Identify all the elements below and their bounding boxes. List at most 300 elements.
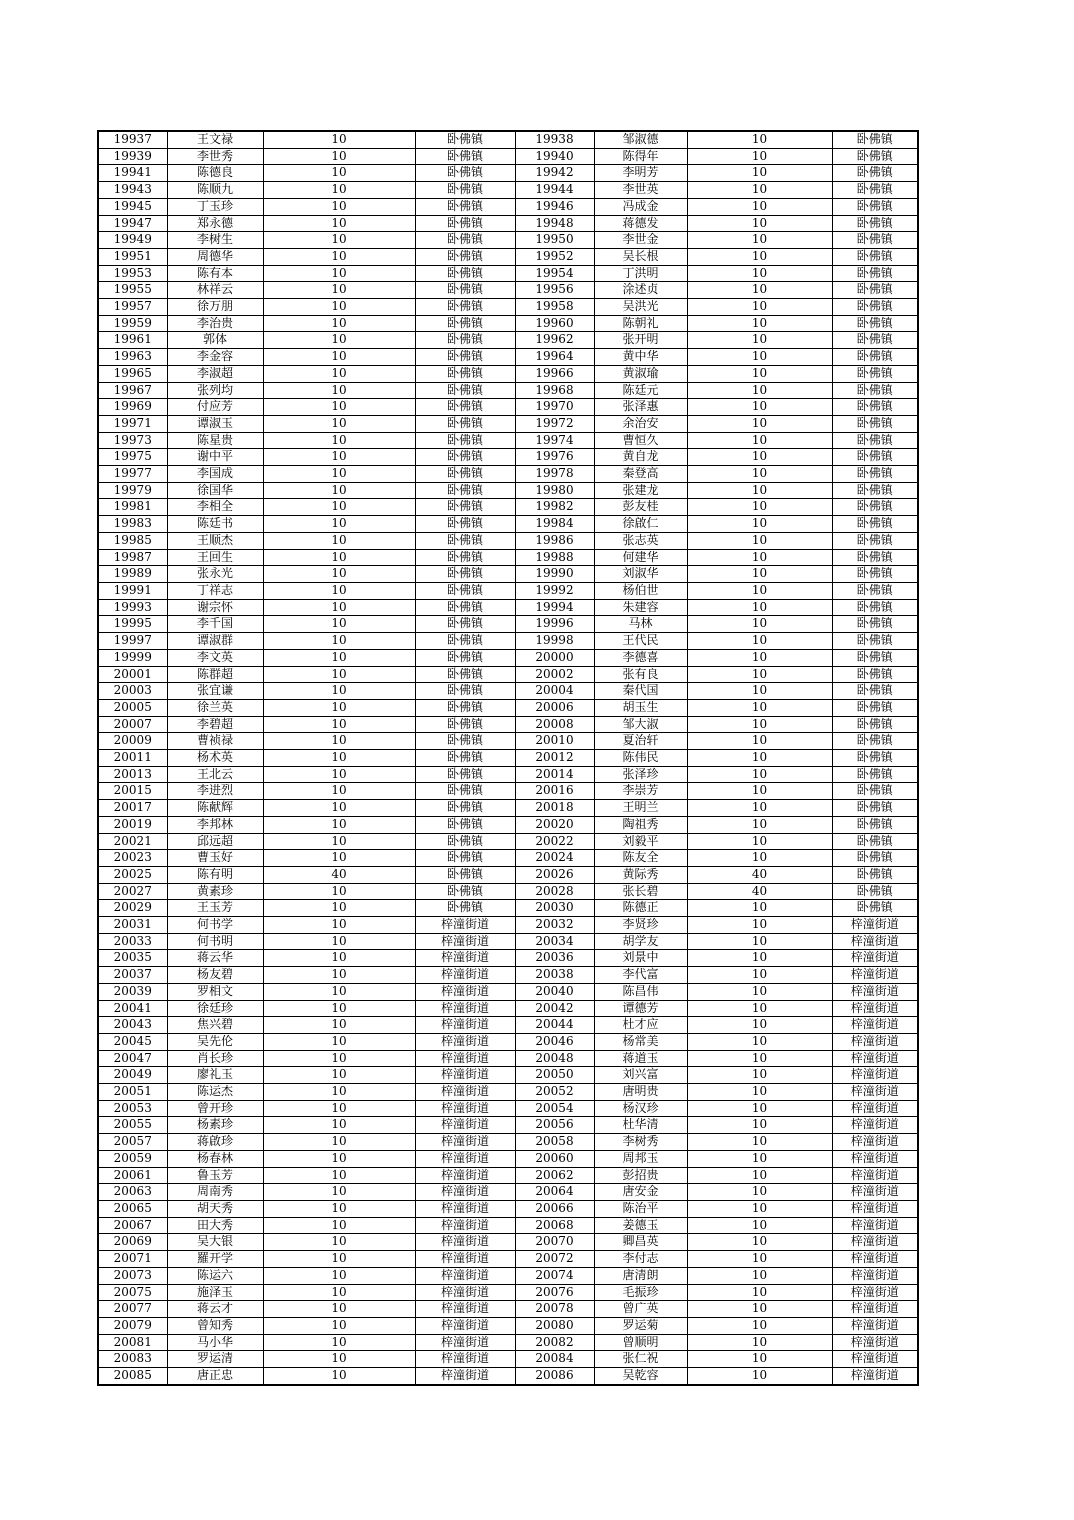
name-cell-right: 黄中华 — [594, 349, 687, 366]
id-cell-right: 19976 — [515, 449, 594, 466]
amount-cell-right: 10 — [687, 1284, 832, 1301]
name-cell-right: 李世英 — [594, 182, 687, 199]
name-cell-right: 陈得年 — [594, 148, 687, 165]
amount-cell-left: 10 — [263, 248, 415, 265]
name-cell-right: 徐啟仁 — [594, 516, 687, 533]
town-cell-left: 卧佛镇 — [415, 516, 515, 533]
town-cell-left: 卧佛镇 — [415, 532, 515, 549]
amount-cell-left: 10 — [263, 516, 415, 533]
name-cell-right: 邹大淑 — [594, 716, 687, 733]
name-cell-left: 李千国 — [167, 616, 263, 633]
town-cell-left: 梓潼街道 — [415, 1150, 515, 1167]
amount-cell-left: 10 — [263, 883, 415, 900]
id-cell-left: 20075 — [98, 1284, 167, 1301]
id-cell-left: 19953 — [98, 265, 167, 282]
table-row — [98, 1067, 918, 1084]
amount-cell-left: 10 — [263, 449, 415, 466]
id-cell-left: 19987 — [98, 549, 167, 566]
amount-cell-right: 10 — [687, 783, 832, 800]
amount-cell-right: 10 — [687, 282, 832, 299]
name-cell-right: 唐明贵 — [594, 1084, 687, 1101]
id-cell-right: 20030 — [515, 900, 594, 917]
id-cell-right: 20038 — [515, 967, 594, 984]
id-cell-right: 19980 — [515, 482, 594, 499]
name-cell-right: 丁洪明 — [594, 265, 687, 282]
town-cell-right: 梓潼街道 — [832, 1201, 918, 1218]
name-cell-right: 唐安金 — [594, 1184, 687, 1201]
id-cell-right: 20066 — [515, 1201, 594, 1218]
town-cell-right: 卧佛镇 — [832, 332, 918, 349]
town-cell-left: 梓潼街道 — [415, 1201, 515, 1218]
id-cell-right: 20044 — [515, 1017, 594, 1034]
town-cell-left: 梓潼街道 — [415, 1084, 515, 1101]
town-cell-right: 卧佛镇 — [832, 315, 918, 332]
name-cell-right: 李明芳 — [594, 165, 687, 182]
id-cell-right: 20048 — [515, 1050, 594, 1067]
table-row — [98, 148, 918, 165]
amount-cell-right: 10 — [687, 816, 832, 833]
amount-cell-right: 10 — [687, 566, 832, 583]
name-cell-right: 王代民 — [594, 633, 687, 650]
table-row — [98, 1201, 918, 1218]
name-cell-right: 王明兰 — [594, 800, 687, 817]
table-row — [98, 1117, 918, 1134]
name-cell-left: 鲁玉芳 — [167, 1167, 263, 1184]
name-cell-left: 陈运杰 — [167, 1084, 263, 1101]
amount-cell-right: 10 — [687, 549, 832, 566]
amount-cell-right: 10 — [687, 198, 832, 215]
town-cell-right: 梓潼街道 — [832, 1284, 918, 1301]
amount-cell-left: 10 — [263, 1067, 415, 1084]
id-cell-right: 20020 — [515, 816, 594, 833]
name-cell-right: 陈伟民 — [594, 750, 687, 767]
table-row — [98, 1334, 918, 1351]
table-row — [98, 666, 918, 683]
amount-cell-left: 10 — [263, 215, 415, 232]
name-cell-right: 张泽珍 — [594, 766, 687, 783]
town-cell-left: 梓潼街道 — [415, 1100, 515, 1117]
name-cell-left: 蒋云才 — [167, 1301, 263, 1318]
amount-cell-right: 10 — [687, 299, 832, 316]
table-row — [98, 1150, 918, 1167]
id-cell-right: 19938 — [515, 131, 594, 148]
town-cell-right: 卧佛镇 — [832, 415, 918, 432]
town-cell-left: 卧佛镇 — [415, 816, 515, 833]
table-row — [98, 516, 918, 533]
town-cell-right: 梓潼街道 — [832, 1234, 918, 1251]
name-cell-right: 彭友桂 — [594, 499, 687, 516]
amount-cell-left: 10 — [263, 1201, 415, 1218]
town-cell-left: 卧佛镇 — [415, 616, 515, 633]
town-cell-left: 卧佛镇 — [415, 198, 515, 215]
id-cell-right: 20012 — [515, 750, 594, 767]
amount-cell-right: 10 — [687, 599, 832, 616]
amount-cell-left: 10 — [263, 1368, 415, 1385]
id-cell-left: 19977 — [98, 466, 167, 483]
town-cell-right: 卧佛镇 — [832, 666, 918, 683]
amount-cell-right: 10 — [687, 1000, 832, 1017]
name-cell-left: 李进烈 — [167, 783, 263, 800]
id-cell-left: 20059 — [98, 1150, 167, 1167]
amount-cell-right: 10 — [687, 449, 832, 466]
town-cell-right: 梓潼街道 — [832, 1217, 918, 1234]
name-cell-right: 谭德芳 — [594, 1000, 687, 1017]
town-cell-right: 梓潼街道 — [832, 1050, 918, 1067]
town-cell-left: 卧佛镇 — [415, 466, 515, 483]
table-row — [98, 215, 918, 232]
name-cell-right: 杨汉珍 — [594, 1100, 687, 1117]
id-cell-left: 20021 — [98, 833, 167, 850]
name-cell-left: 林祥云 — [167, 282, 263, 299]
name-cell-left: 李世秀 — [167, 148, 263, 165]
town-cell-right: 卧佛镇 — [832, 148, 918, 165]
town-cell-left: 梓潼街道 — [415, 1351, 515, 1368]
town-cell-right: 卧佛镇 — [832, 232, 918, 249]
id-cell-left: 20061 — [98, 1167, 167, 1184]
town-cell-left: 卧佛镇 — [415, 866, 515, 883]
name-cell-right: 黄淑瑜 — [594, 365, 687, 382]
id-cell-right: 20014 — [515, 766, 594, 783]
amount-cell-left: 10 — [263, 1217, 415, 1234]
table-row — [98, 1317, 918, 1334]
id-cell-right: 19970 — [515, 399, 594, 416]
id-cell-right: 20080 — [515, 1317, 594, 1334]
id-cell-left: 20033 — [98, 933, 167, 950]
town-cell-left: 梓潼街道 — [415, 1134, 515, 1151]
town-cell-right: 卧佛镇 — [832, 182, 918, 199]
name-cell-left: 羅开学 — [167, 1251, 263, 1268]
town-cell-right: 梓潼街道 — [832, 1317, 918, 1334]
amount-cell-right: 10 — [687, 750, 832, 767]
town-cell-left: 梓潼街道 — [415, 950, 515, 967]
id-cell-left: 20069 — [98, 1234, 167, 1251]
table-row — [98, 783, 918, 800]
name-cell-left: 蒋云华 — [167, 950, 263, 967]
amount-cell-left: 10 — [263, 432, 415, 449]
id-cell-right: 20034 — [515, 933, 594, 950]
town-cell-left: 卧佛镇 — [415, 482, 515, 499]
name-cell-right: 胡学友 — [594, 933, 687, 950]
town-cell-right: 卧佛镇 — [832, 349, 918, 366]
name-cell-left: 曹玉好 — [167, 850, 263, 867]
id-cell-left: 20013 — [98, 766, 167, 783]
name-cell-right: 胡玉生 — [594, 699, 687, 716]
name-cell-right: 李贤珍 — [594, 917, 687, 934]
id-cell-left: 20067 — [98, 1217, 167, 1234]
id-cell-right: 19944 — [515, 182, 594, 199]
table-row — [98, 182, 918, 199]
name-cell-right: 吴洪光 — [594, 299, 687, 316]
id-cell-right: 20042 — [515, 1000, 594, 1017]
name-cell-right: 杨伯世 — [594, 582, 687, 599]
name-cell-right: 秦登高 — [594, 466, 687, 483]
name-cell-left: 罗相文 — [167, 983, 263, 1000]
town-cell-right: 卧佛镇 — [832, 248, 918, 265]
name-cell-right: 杨常美 — [594, 1033, 687, 1050]
amount-cell-left: 10 — [263, 1000, 415, 1017]
amount-cell-right: 40 — [687, 883, 832, 900]
name-cell-right: 刘景中 — [594, 950, 687, 967]
name-cell-left: 曾开珍 — [167, 1100, 263, 1117]
amount-cell-right: 10 — [687, 900, 832, 917]
town-cell-left: 卧佛镇 — [415, 432, 515, 449]
amount-cell-right: 10 — [687, 582, 832, 599]
amount-cell-left: 10 — [263, 566, 415, 583]
town-cell-right: 卧佛镇 — [832, 766, 918, 783]
id-cell-right: 20022 — [515, 833, 594, 850]
id-cell-left: 20011 — [98, 750, 167, 767]
town-cell-right: 卧佛镇 — [832, 449, 918, 466]
id-cell-left: 20015 — [98, 783, 167, 800]
name-cell-right: 朱建容 — [594, 599, 687, 616]
id-cell-left: 20005 — [98, 699, 167, 716]
amount-cell-left: 10 — [263, 349, 415, 366]
amount-cell-left: 10 — [263, 1033, 415, 1050]
table-row — [98, 1301, 918, 1318]
table-row — [98, 883, 918, 900]
table-row — [98, 1084, 918, 1101]
name-cell-right: 李树秀 — [594, 1134, 687, 1151]
town-cell-right: 梓潼街道 — [832, 1301, 918, 1318]
id-cell-left: 19957 — [98, 299, 167, 316]
town-cell-left: 卧佛镇 — [415, 883, 515, 900]
id-cell-left: 20053 — [98, 1100, 167, 1117]
id-cell-right: 20060 — [515, 1150, 594, 1167]
name-cell-left: 付应芳 — [167, 399, 263, 416]
amount-cell-left: 10 — [263, 399, 415, 416]
amount-cell-right: 10 — [687, 1033, 832, 1050]
amount-cell-left: 10 — [263, 833, 415, 850]
town-cell-left: 卧佛镇 — [415, 265, 515, 282]
name-cell-left: 杨友碧 — [167, 967, 263, 984]
town-cell-right: 卧佛镇 — [832, 399, 918, 416]
town-cell-left: 卧佛镇 — [415, 633, 515, 650]
name-cell-right: 马林 — [594, 616, 687, 633]
id-cell-left: 20077 — [98, 1301, 167, 1318]
id-cell-left: 19999 — [98, 649, 167, 666]
amount-cell-left: 10 — [263, 1134, 415, 1151]
id-cell-right: 19990 — [515, 566, 594, 583]
town-cell-left: 卧佛镇 — [415, 349, 515, 366]
town-cell-left: 梓潼街道 — [415, 1117, 515, 1134]
town-cell-right: 卧佛镇 — [832, 549, 918, 566]
id-cell-right: 19940 — [515, 148, 594, 165]
name-cell-left: 王回生 — [167, 549, 263, 566]
amount-cell-left: 10 — [263, 165, 415, 182]
name-cell-right: 张志英 — [594, 532, 687, 549]
name-cell-right: 蒋德发 — [594, 215, 687, 232]
town-cell-left: 卧佛镇 — [415, 649, 515, 666]
amount-cell-left: 10 — [263, 917, 415, 934]
id-cell-left: 19983 — [98, 516, 167, 533]
amount-cell-right: 10 — [687, 1317, 832, 1334]
town-cell-right: 梓潼街道 — [832, 983, 918, 1000]
table-row — [98, 415, 918, 432]
id-cell-right: 20082 — [515, 1334, 594, 1351]
amount-cell-right: 10 — [687, 1050, 832, 1067]
table-row — [98, 365, 918, 382]
name-cell-right: 李代富 — [594, 967, 687, 984]
name-cell-left: 王顺杰 — [167, 532, 263, 549]
name-cell-left: 杨素珍 — [167, 1117, 263, 1134]
town-cell-left: 梓潼街道 — [415, 1033, 515, 1050]
id-cell-right: 19960 — [515, 315, 594, 332]
id-cell-left: 19969 — [98, 399, 167, 416]
town-cell-right: 梓潼街道 — [832, 1100, 918, 1117]
town-cell-left: 卧佛镇 — [415, 248, 515, 265]
amount-cell-right: 10 — [687, 382, 832, 399]
id-cell-left: 19971 — [98, 415, 167, 432]
amount-cell-left: 10 — [263, 466, 415, 483]
name-cell-left: 肖长珍 — [167, 1050, 263, 1067]
amount-cell-left: 10 — [263, 967, 415, 984]
amount-cell-right: 10 — [687, 1017, 832, 1034]
id-cell-left: 20035 — [98, 950, 167, 967]
name-cell-right: 陈德正 — [594, 900, 687, 917]
id-cell-left: 19965 — [98, 365, 167, 382]
name-cell-left: 曹祯禄 — [167, 733, 263, 750]
amount-cell-right: 10 — [687, 616, 832, 633]
amount-cell-left: 10 — [263, 1301, 415, 1318]
name-cell-left: 李治贵 — [167, 315, 263, 332]
name-cell-right: 李德喜 — [594, 649, 687, 666]
table-row — [98, 1234, 918, 1251]
name-cell-right: 彭招贵 — [594, 1167, 687, 1184]
town-cell-left: 卧佛镇 — [415, 148, 515, 165]
amount-cell-left: 10 — [263, 415, 415, 432]
name-cell-right: 张有良 — [594, 666, 687, 683]
name-cell-right: 李崇芳 — [594, 783, 687, 800]
amount-cell-left: 10 — [263, 649, 415, 666]
id-cell-right: 20032 — [515, 917, 594, 934]
amount-cell-right: 10 — [687, 232, 832, 249]
town-cell-right: 梓潼街道 — [832, 1084, 918, 1101]
table-row — [98, 1184, 918, 1201]
table-row — [98, 198, 918, 215]
table-row — [98, 1100, 918, 1117]
table-row — [98, 616, 918, 633]
id-cell-right: 20000 — [515, 649, 594, 666]
id-cell-right: 19986 — [515, 532, 594, 549]
table-row — [98, 1134, 918, 1151]
table-row — [98, 532, 918, 549]
amount-cell-left: 10 — [263, 599, 415, 616]
table-row — [98, 248, 918, 265]
town-cell-right: 卧佛镇 — [832, 582, 918, 599]
amount-cell-right: 10 — [687, 633, 832, 650]
amount-cell-left: 10 — [263, 666, 415, 683]
town-cell-right: 卧佛镇 — [832, 649, 918, 666]
town-cell-right: 梓潼街道 — [832, 917, 918, 934]
name-cell-right: 张泽惠 — [594, 399, 687, 416]
town-cell-left: 梓潼街道 — [415, 967, 515, 984]
name-cell-left: 田大秀 — [167, 1217, 263, 1234]
amount-cell-right: 10 — [687, 432, 832, 449]
town-cell-left: 卧佛镇 — [415, 232, 515, 249]
id-cell-left: 20049 — [98, 1067, 167, 1084]
amount-cell-left: 10 — [263, 232, 415, 249]
name-cell-left: 徐廷珍 — [167, 1000, 263, 1017]
table-row — [98, 599, 918, 616]
town-cell-left: 卧佛镇 — [415, 800, 515, 817]
table-row — [98, 282, 918, 299]
town-cell-right: 卧佛镇 — [832, 866, 918, 883]
name-cell-left: 黄素珍 — [167, 883, 263, 900]
amount-cell-right: 10 — [687, 349, 832, 366]
town-cell-left: 卧佛镇 — [415, 315, 515, 332]
town-cell-left: 卧佛镇 — [415, 766, 515, 783]
town-cell-right: 卧佛镇 — [832, 382, 918, 399]
name-cell-left: 吴大银 — [167, 1234, 263, 1251]
town-cell-left: 梓潼街道 — [415, 1368, 515, 1385]
town-cell-left: 梓潼街道 — [415, 1334, 515, 1351]
table-row — [98, 499, 918, 516]
amount-cell-left: 10 — [263, 1251, 415, 1268]
town-cell-right: 梓潼街道 — [832, 933, 918, 950]
town-cell-left: 卧佛镇 — [415, 850, 515, 867]
amount-cell-left: 10 — [263, 582, 415, 599]
amount-cell-right: 10 — [687, 967, 832, 984]
id-cell-right: 19958 — [515, 299, 594, 316]
town-cell-left: 梓潼街道 — [415, 1234, 515, 1251]
id-cell-right: 20010 — [515, 733, 594, 750]
town-cell-left: 卧佛镇 — [415, 599, 515, 616]
town-cell-right: 卧佛镇 — [832, 850, 918, 867]
town-cell-left: 梓潼街道 — [415, 1251, 515, 1268]
amount-cell-left: 10 — [263, 800, 415, 817]
name-cell-left: 罗运清 — [167, 1351, 263, 1368]
table-row — [98, 1017, 918, 1034]
table-row — [98, 633, 918, 650]
amount-cell-left: 10 — [263, 783, 415, 800]
id-cell-right: 19998 — [515, 633, 594, 650]
name-cell-left: 丁祥志 — [167, 582, 263, 599]
id-cell-right: 20076 — [515, 1284, 594, 1301]
amount-cell-left: 10 — [263, 950, 415, 967]
amount-cell-right: 10 — [687, 415, 832, 432]
town-cell-right: 梓潼街道 — [832, 1167, 918, 1184]
name-cell-right: 曹恒久 — [594, 432, 687, 449]
amount-cell-right: 10 — [687, 917, 832, 934]
table-row — [98, 716, 918, 733]
town-cell-left: 卧佛镇 — [415, 332, 515, 349]
town-cell-left: 卧佛镇 — [415, 215, 515, 232]
amount-cell-left: 10 — [263, 198, 415, 215]
id-cell-right: 19948 — [515, 215, 594, 232]
name-cell-right: 刘淑华 — [594, 566, 687, 583]
town-cell-right: 梓潼街道 — [832, 1150, 918, 1167]
town-cell-left: 卧佛镇 — [415, 299, 515, 316]
town-cell-left: 梓潼街道 — [415, 1284, 515, 1301]
table-row — [98, 1368, 918, 1385]
town-cell-right: 卧佛镇 — [832, 833, 918, 850]
table-row — [98, 816, 918, 833]
amount-cell-right: 10 — [687, 1251, 832, 1268]
id-cell-right: 20026 — [515, 866, 594, 883]
table-row — [98, 950, 918, 967]
id-cell-right: 20070 — [515, 1234, 594, 1251]
table-row — [98, 265, 918, 282]
amount-cell-right: 10 — [687, 1368, 832, 1385]
table-row — [98, 449, 918, 466]
table-row — [98, 349, 918, 366]
id-cell-right: 19966 — [515, 365, 594, 382]
id-cell-left: 20085 — [98, 1368, 167, 1385]
id-cell-right: 19978 — [515, 466, 594, 483]
name-cell-right: 张长碧 — [594, 883, 687, 900]
town-cell-right: 卧佛镇 — [832, 716, 918, 733]
table-row — [98, 933, 918, 950]
